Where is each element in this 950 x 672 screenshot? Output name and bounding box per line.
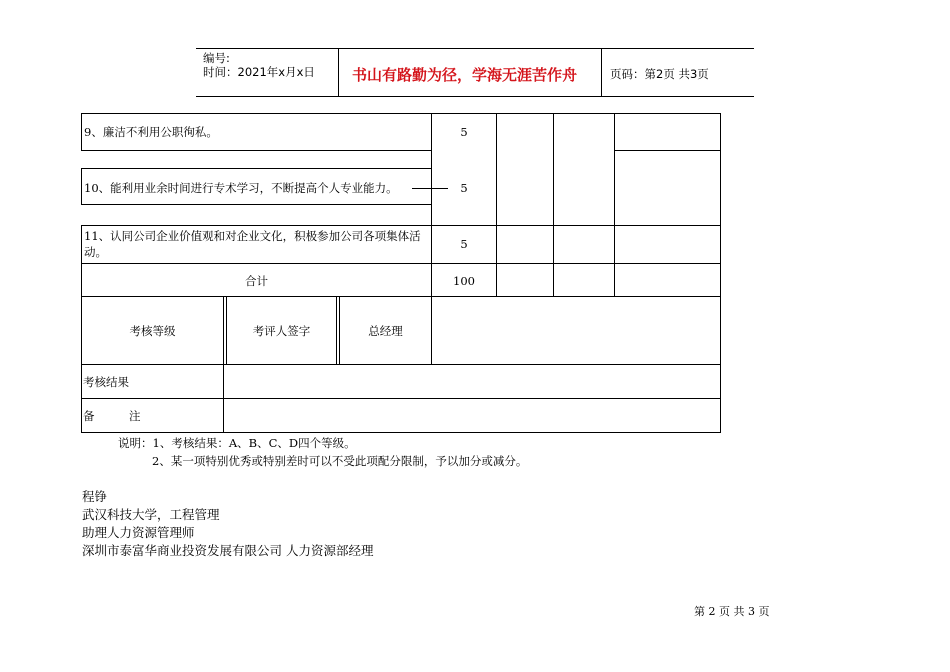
header-motto: 书山有路勤为径，学海无涯苦作舟 [352, 66, 578, 84]
criteria-row-11-text: 11、认同公司企业价值观和对企业文化，积极参加公司各项集体活动。 [84, 229, 421, 259]
page-code: 页码：第2页 共3页 [610, 67, 709, 81]
header-divider-left [338, 49, 339, 96]
grade-label: 考核等级 [129, 324, 176, 338]
reviewer-signature-label: 考评人签字 [252, 324, 311, 338]
header-divider-right [601, 49, 602, 96]
total-label: 合计 [245, 274, 268, 288]
criteria-row-11-score: 5 [460, 237, 468, 251]
result-label: 考核结果 [83, 375, 129, 389]
author-name: 程铮 [82, 489, 108, 504]
criteria-row-10-score: 5 [460, 181, 468, 195]
remark-label: 备 注 [83, 409, 141, 423]
criteria-row-9-score: 5 [460, 125, 468, 139]
total-score: 100 [453, 274, 475, 288]
note-line-2: 2、某一项特别优秀或特别差时可以不受此项配分限制，予以加分或减分。 [152, 454, 528, 468]
note-line-1: 说明：1、考核结果：A、B、C、D四个等级。 [118, 436, 356, 450]
document-number-label: 编号: [203, 51, 230, 65]
page-footer: 第 2 页 共 3 页 [694, 605, 770, 618]
author-title: 助理人力资源管理师 [82, 525, 195, 540]
header-bottom-rule [196, 96, 754, 97]
author-school: 武汉科技大学，工程管理 [82, 507, 220, 522]
criteria-row-10-text: 10、能利用业余时间进行专术学习，不断提高个人专业能力。 [84, 181, 398, 195]
criteria-row-9-text: 9、廉洁不利用公职徇私。 [84, 125, 218, 139]
document-date: 时间：2021年x月x日 [203, 65, 315, 79]
general-manager-label: 总经理 [368, 324, 403, 338]
author-company: 深圳市泰富华商业投资发展有限公司 人力资源部经理 [82, 543, 374, 558]
header-top-rule [196, 48, 754, 49]
